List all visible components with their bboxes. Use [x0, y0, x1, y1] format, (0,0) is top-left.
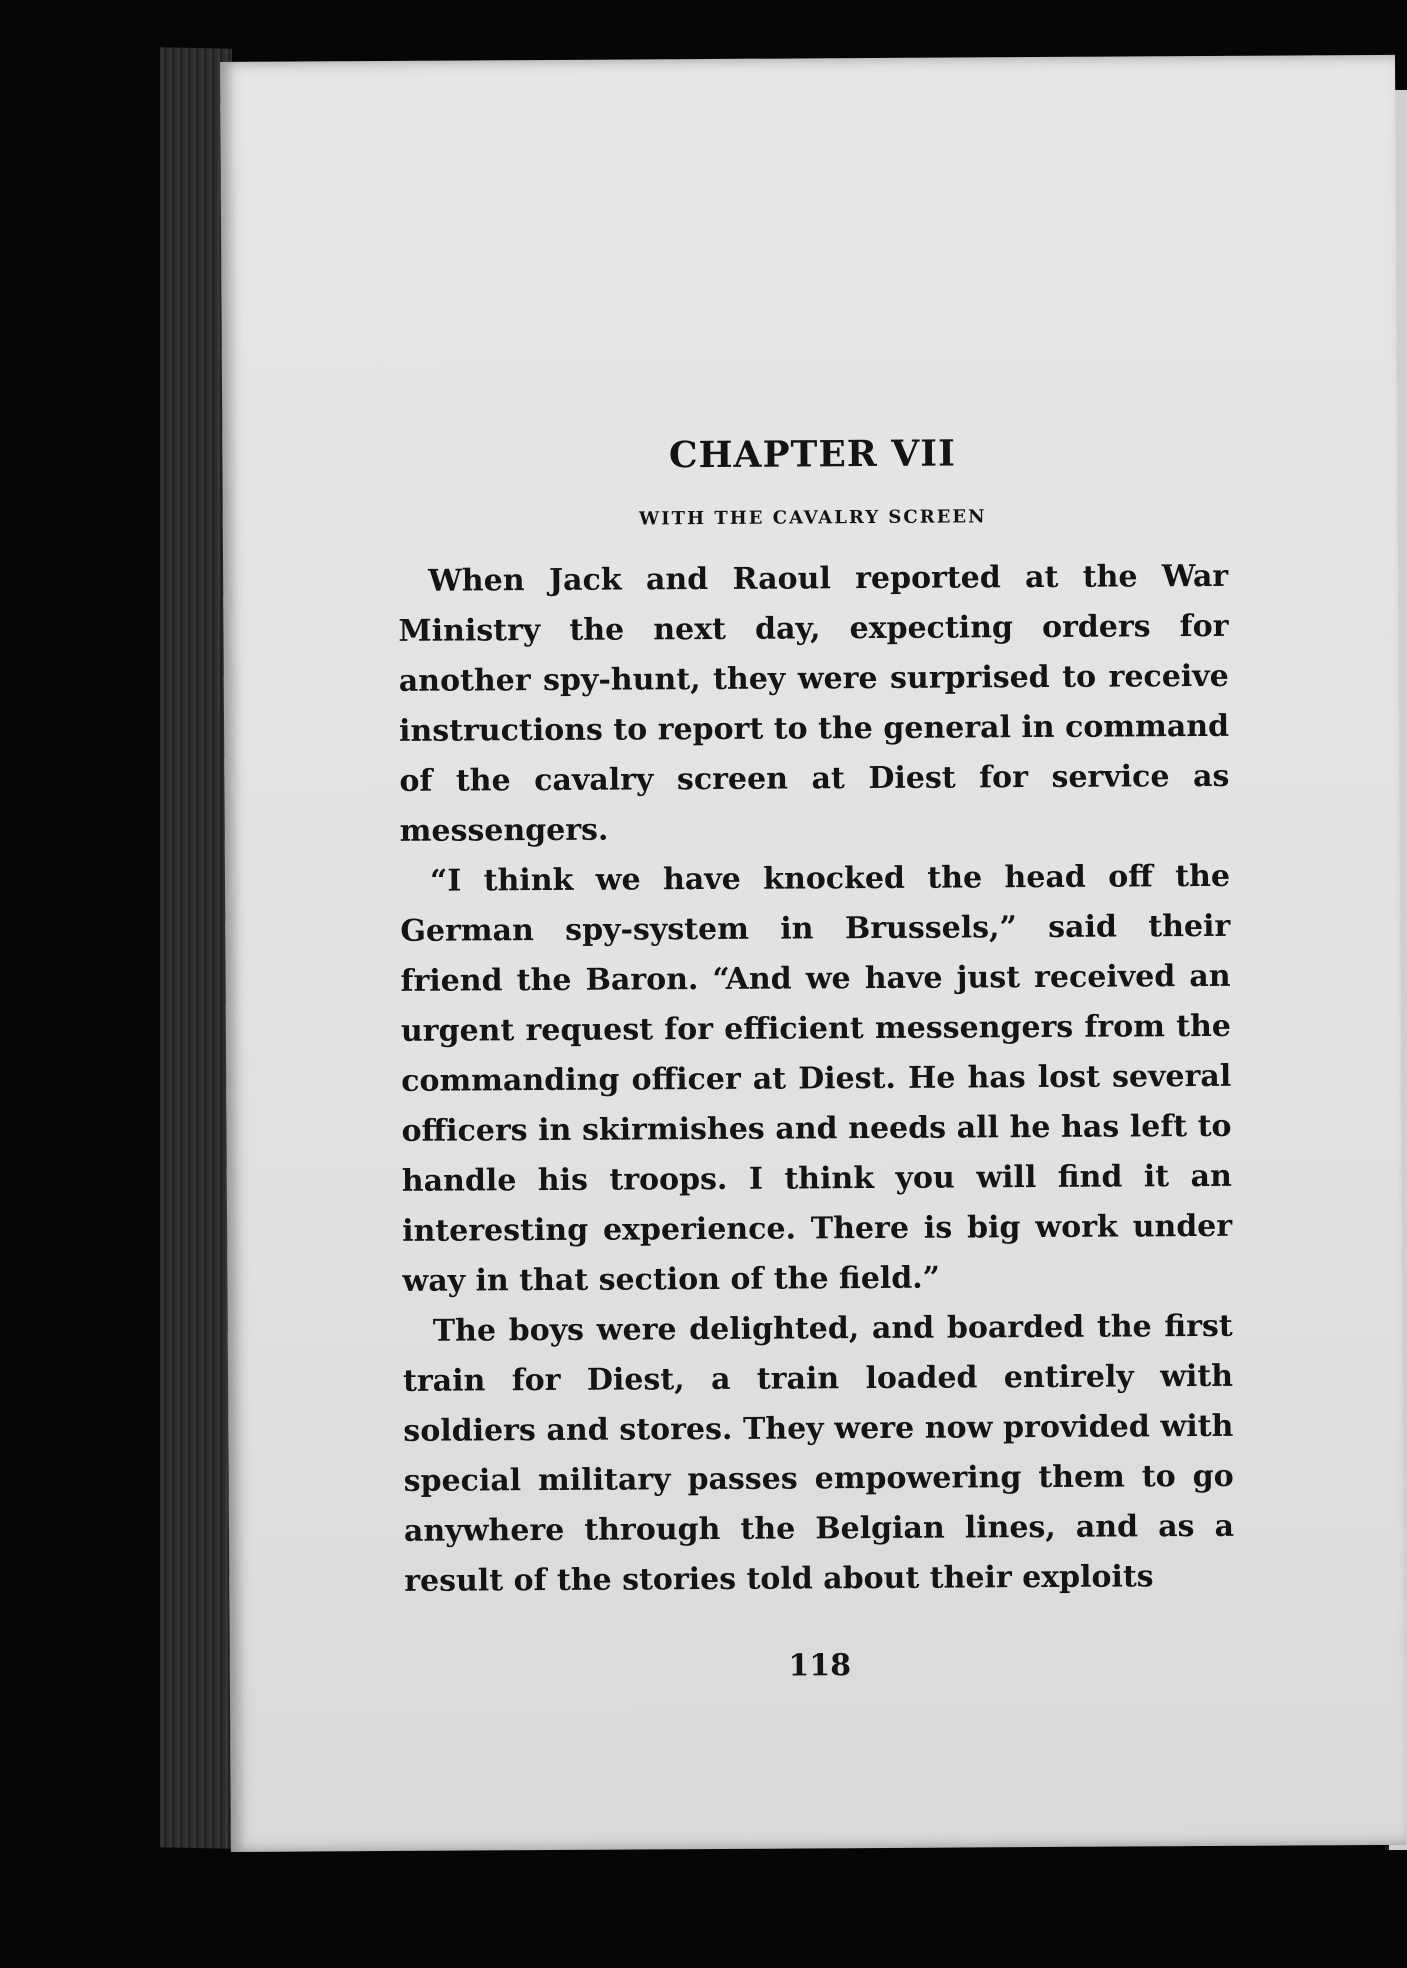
- paragraph-3: The boys were delighted, and boarded the first train for Diest, a train loaded entirely with soldiers and stores. They were now provided with special military passes empowering them to go anywhere through the Belgian lines, and as a result of the stories told about their exploits: [402, 1308, 1235, 1599]
- book-page: [220, 55, 1406, 1852]
- paragraph-1: When Jack and Raoul reported at the War Ministry the next day, expecting orders for another spy-hunt, they were surprised to receive instructions to report to the general in command of the cavalry screen at Diest for service as messengers.: [398, 558, 1230, 849]
- chapter-title: CHAPTER VII: [668, 432, 957, 477]
- paragraph-2: “I think we have knocked the head off the German spy-system in Brussels,” said their friend the Baron. “And we have just received an urgent request for efficient messengers from the commanding officer at Diest. He has lost several officers in skirmishes and needs all he has left to handle his troops. I think you will find it an interesting experience. There is big work under way in that section of the field.”: [400, 858, 1233, 1299]
- page-number: 118: [788, 1648, 852, 1684]
- page-text-block: [397, 431, 1234, 1607]
- chapter-subtitle: WITH THE CAVALRY SCREEN: [638, 506, 987, 530]
